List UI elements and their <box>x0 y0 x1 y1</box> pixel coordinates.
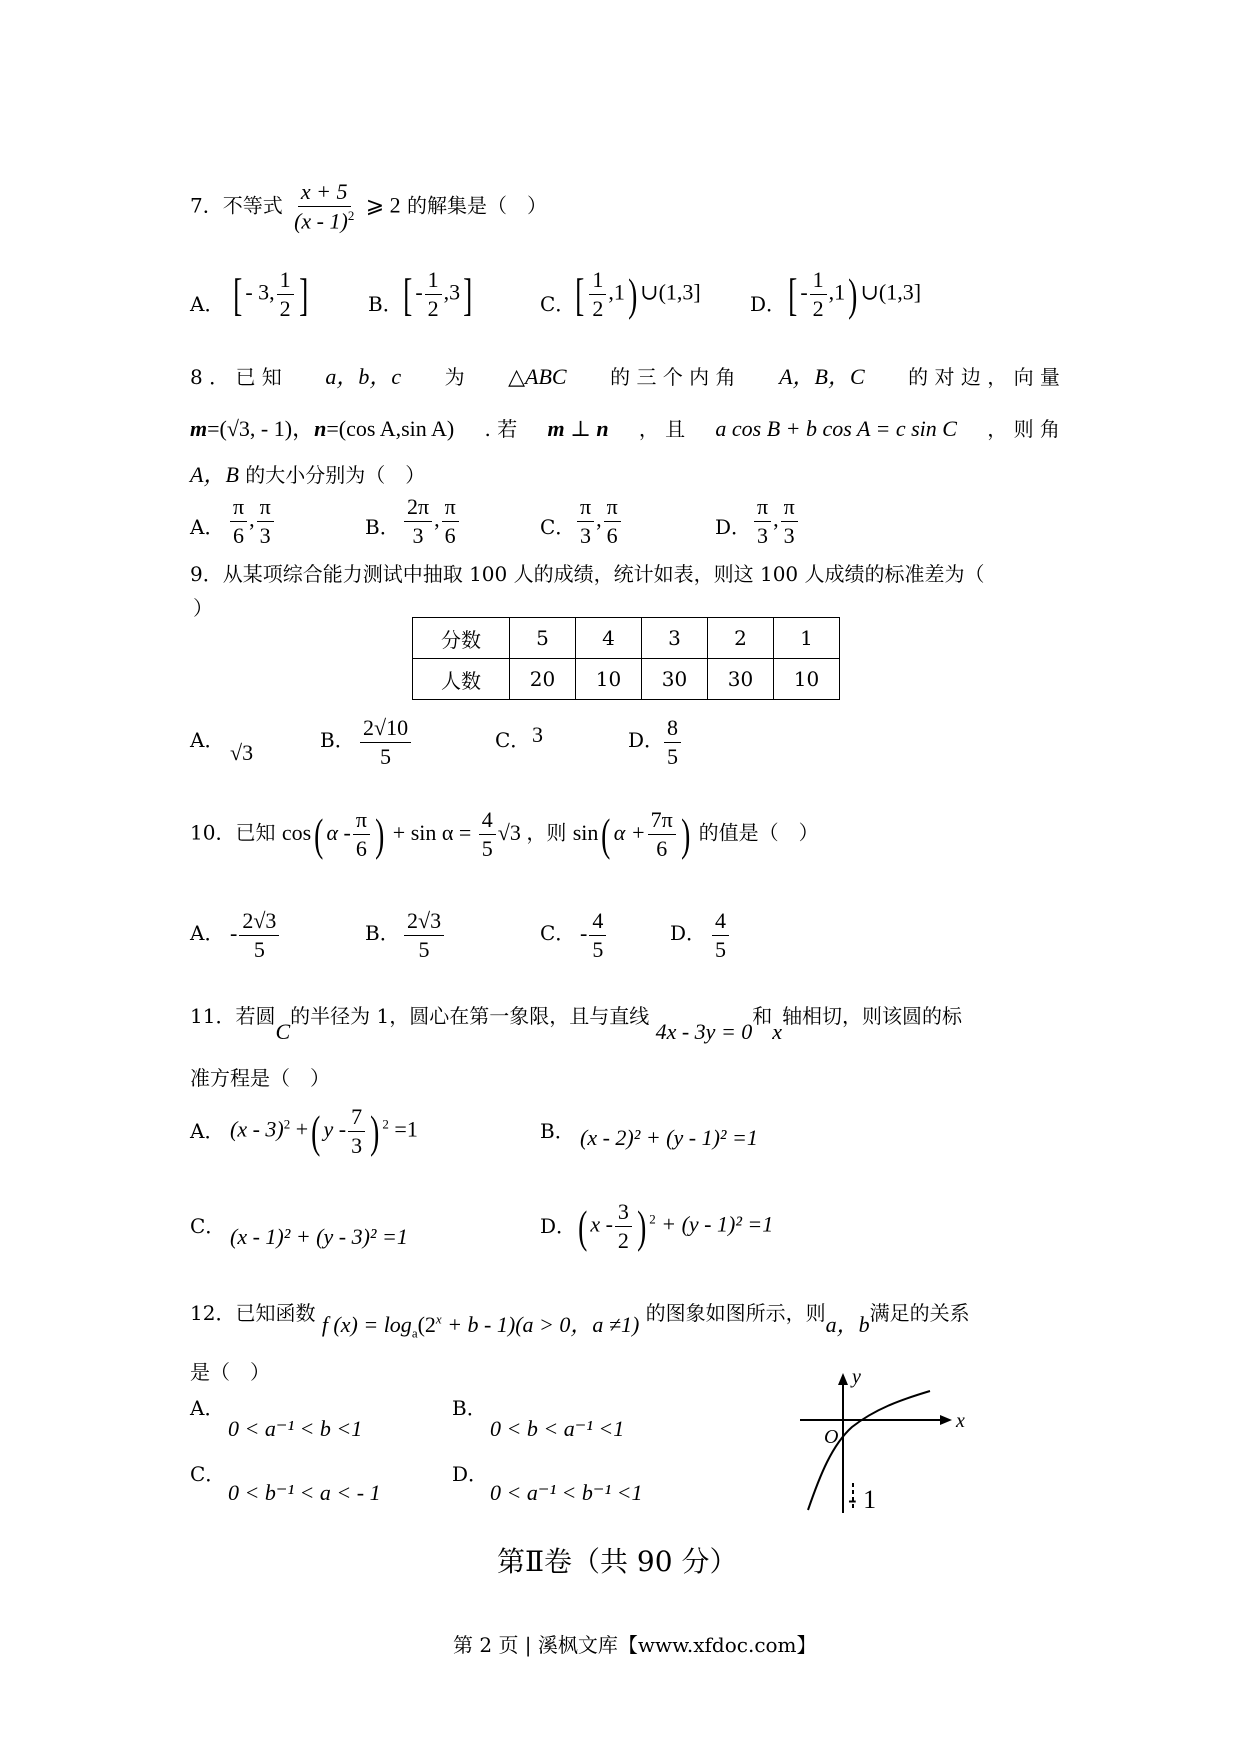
table-row <box>413 618 840 659</box>
q7-opt-d-label: D． <box>750 292 787 316</box>
q12-opt-c-label: C． <box>190 1462 226 1486</box>
q12-opt-a: 0 < a⁻¹ < b <1 <box>228 1416 363 1441</box>
q9-opt-b-label: B． <box>320 728 355 752</box>
q11-opt-d: ( x - $\frac{3}{2}$ ) $^2$ + (y - 1)² =1 <box>578 1199 774 1254</box>
q12-stem: 12．已知函数 f $(x) = \log_a(2^x + b - 1)(a > 0$，a ≠1) 的图象如图所示，则a，b满足的关系 <box>190 1301 970 1341</box>
q8-opt-a-label: A． <box>190 515 225 539</box>
q12-function-graph <box>790 1365 970 1515</box>
q11-opt-b-label: B． <box>540 1119 575 1143</box>
q12-opt-b: 0 < b < a⁻¹ <1 <box>490 1416 625 1441</box>
q9-score-table <box>412 617 840 700</box>
q11-opt-a: (x - 3)$^2$ +( y - $\frac{7}{3}$ ) $^2$ =1 <box>230 1104 418 1159</box>
q7-opt-b: [ - $\frac{1}{2}$ ,3] <box>403 267 473 322</box>
q10-opt-c-label: C． <box>540 921 576 945</box>
q7-relation: ⩾ 2 <box>365 192 401 218</box>
q7-opt-b-label: B． <box>368 292 403 316</box>
q7-opt-c: [ $\frac{1}{2}$ ,1) ∪(1,3] <box>575 267 701 322</box>
q11-options-row1 <box>190 1105 1010 1185</box>
q11-opt-a-label: A． <box>190 1119 225 1143</box>
q7-opt-d: [ - $\frac{1}{2}$ ,1) ∪(1,3] <box>788 267 922 322</box>
q8-opt-c: $\frac{\pi}{3}$ , $\frac{\pi}{6}$ <box>575 495 623 548</box>
q8-opt-b-label: B． <box>365 515 400 539</box>
q10-options <box>190 905 1010 975</box>
q9-stem: 9．从某项综合能力测试中抽取 100 人的成绩，统计如表，则这 100 人成绩的标准差为（ <box>190 562 985 586</box>
q9-opt-d-label: D． <box>628 728 665 752</box>
q8-opt-d: $\frac{\pi}{3}$ , $\frac{\pi}{3}$ <box>752 495 800 548</box>
table-cell: 30 <box>642 659 708 700</box>
table-cell: 20 <box>510 659 576 700</box>
q12-opt-d: 0 < a⁻¹ < b⁻¹ <1 <box>490 1480 643 1505</box>
section-title: 第Ⅱ卷（共 90 分） <box>497 1545 738 1578</box>
q10-opt-c: - $\frac{4}{5}$ <box>580 909 608 962</box>
table-row <box>413 659 840 700</box>
q10-opt-d: $\frac{4}{5}$ <box>710 909 731 962</box>
q11-stem-line2: 准方程是（ ） <box>190 1066 330 1090</box>
q11-opt-c: (x - 1)² + (y - 3)² =1 <box>230 1224 408 1249</box>
q7-stem-pre: 7．不等式 <box>190 193 283 218</box>
table-header-cell: 人数 <box>413 659 510 700</box>
q11-opt-b: (x - 2)² + (y - 1)² =1 <box>580 1125 758 1150</box>
q8-line2: m=(√3, - 1)，n=(cos A,sin A) . 若 m ⊥ n ， 且 a cos B + b cos A = c sin C ， 则 角 <box>190 416 1060 441</box>
q7-fraction: $\frac{x + 5}{(x - 1)^2}$ <box>294 179 355 234</box>
q7-opt-c-label: C． <box>540 292 576 316</box>
q10-opt-a-label: A． <box>190 921 225 945</box>
q10-opt-b: $\frac{2√3}{5}$ <box>402 909 446 962</box>
q9-stem-tail: ） <box>193 596 213 620</box>
q12-options <box>190 1392 690 1522</box>
q8-options <box>190 495 1010 555</box>
table-cell: 30 <box>708 659 774 700</box>
table-header-cell: 分数 <box>413 618 510 659</box>
q10-opt-b-label: B． <box>365 921 400 945</box>
q7-opt-a-label: A． <box>190 292 225 316</box>
table-cell: 5 <box>510 618 576 659</box>
q9-opt-b: $\frac{2√10}{5}$ <box>358 716 413 769</box>
q10-opt-a: - $\frac{2√3}{5}$ <box>230 909 281 962</box>
x-axis-arrow-icon <box>940 1415 952 1425</box>
y-axis-arrow-icon <box>838 1373 848 1385</box>
q9-opt-c-label: C． <box>495 728 531 752</box>
q9-opt-d: $\frac{8}{5}$ <box>662 716 683 769</box>
q8-opt-b: $\frac{2\pi}{3}$ , $\frac{\pi}{6}$ <box>402 495 461 548</box>
x-axis-label: x <box>956 1410 965 1432</box>
q12-opt-c: 0 < b⁻¹ < a < - 1 <box>228 1480 381 1505</box>
q9-options <box>190 712 1010 782</box>
q7-opt-a: [ - 3, $\frac{1}{2}$ ] <box>233 267 308 322</box>
q8-line3: A，B 的大小分别为（ ） <box>190 462 426 487</box>
table-cell: 4 <box>576 618 642 659</box>
q9-opt-a: √3 <box>230 740 254 765</box>
origin-label: O <box>824 1426 839 1448</box>
q8-opt-d-label: D． <box>715 515 752 539</box>
q8-line1: 8 ． 已 知 a，b，c 为 △ABC 的 三 个 内 角 A，B，C 的 对 边 ， 向 量 <box>190 364 1060 389</box>
table-cell: 2 <box>708 618 774 659</box>
table-cell: 10 <box>774 659 840 700</box>
table-cell: 3 <box>642 618 708 659</box>
q12-opt-d-label: D． <box>452 1462 489 1486</box>
q9-opt-a-label: A． <box>190 728 225 752</box>
table-cell: 1 <box>774 618 840 659</box>
q8-opt-a: $\frac{\pi}{6}$ , $\frac{\pi}{3}$ <box>228 495 276 548</box>
q11-opt-d-label: D． <box>540 1214 577 1238</box>
q12-opt-b-label: B． <box>452 1396 487 1420</box>
table-cell: 10 <box>576 659 642 700</box>
q10-opt-d-label: D． <box>670 921 707 945</box>
asymptote-label: - 1 <box>848 1485 877 1514</box>
y-axis-label: y <box>852 1366 861 1388</box>
page-footer: 第 2 页 | 溪枫文库【www.xfdoc.com】 <box>453 1633 817 1657</box>
q11-options-row2 <box>190 1200 1010 1280</box>
q7-stem <box>190 180 547 234</box>
q11-opt-c-label: C． <box>190 1214 226 1238</box>
q9-opt-c: 3 <box>532 722 543 747</box>
q12-stem-line2: 是（ ） <box>190 1360 270 1384</box>
q7-stem-post: 的解集是（ ） <box>407 193 547 218</box>
q12-opt-a-label: A． <box>190 1396 225 1420</box>
q10-stem: 10．已知 cos( α - $\frac{\pi}{6}$ ) + sin α = $\frac{4}{5}$ √3 ，则 sin( α + $\frac{7\pi}{6}$ ) 的值是（ ） <box>190 807 819 862</box>
q8-opt-c-label: C． <box>540 515 576 539</box>
q11-stem: 11．若圆C的半径为 1，圆心在第一象限，且与直线 4x - 3y = 0和x轴相切，则该圆的标 <box>190 1004 963 1044</box>
